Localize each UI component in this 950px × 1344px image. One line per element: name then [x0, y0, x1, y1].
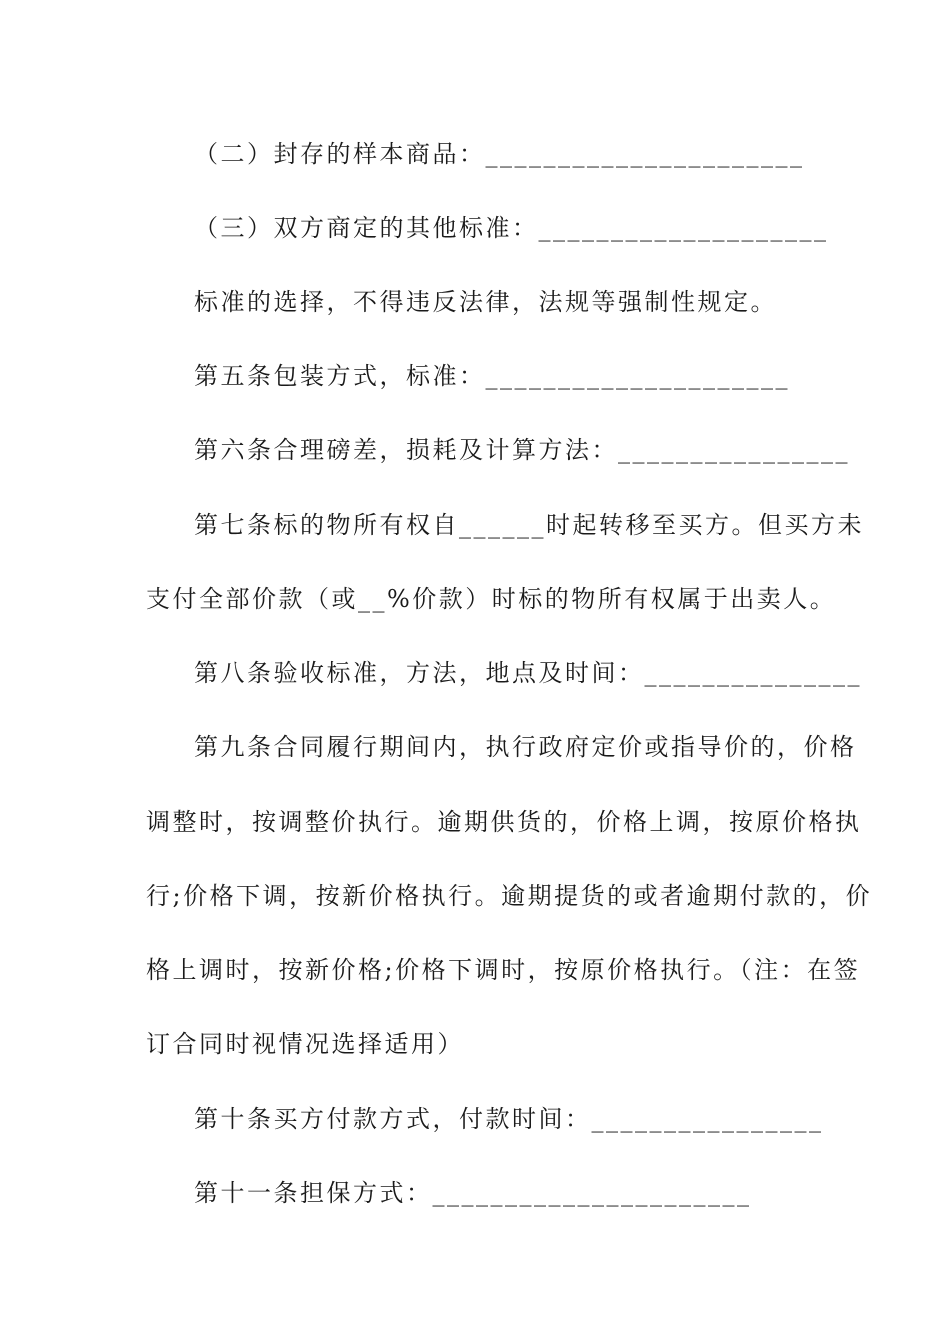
clause-7-line-2: 支付全部价款（或__%价款）时标的物所有权属于出卖人。	[146, 585, 837, 613]
clause-9-line-1: 第九条合同履行期间内，执行政府定价或指导价的，价格	[194, 733, 857, 761]
clause-8: 第八条验收标准，方法，地点及时间：_______________	[194, 659, 862, 687]
clause-4-item-3: （三）双方商定的其他标准：____________________	[194, 214, 829, 242]
clause-4-note: 标准的选择，不得违反法律，法规等强制性规定。	[194, 288, 777, 316]
clause-7-line-1: 第七条标的物所有权自______时起转移至买方。但买方未	[194, 511, 864, 539]
clause-11: 第十一条担保方式：______________________	[194, 1179, 752, 1207]
clause-9-line-5: 订合同时视情况选择适用）	[146, 1030, 464, 1058]
clause-6: 第六条合理磅差，损耗及计算方法：________________	[194, 436, 850, 464]
clause-4-item-2: （二）封存的样本商品：______________________	[194, 140, 805, 168]
clause-10: 第十条买方付款方式，付款时间：________________	[194, 1105, 824, 1133]
clause-9-line-4: 格上调时，按新价格;价格下调时，按原价格执行。（注：在签	[146, 956, 861, 984]
clause-9-line-3: 行;价格下调，按新价格执行。逾期提货的或者逾期付款的，价	[146, 882, 873, 910]
clause-9-line-2: 调整时，按调整价执行。逾期供货的，价格上调，按原价格执	[146, 808, 862, 836]
clause-5: 第五条包装方式，标准：_____________________	[194, 362, 790, 390]
